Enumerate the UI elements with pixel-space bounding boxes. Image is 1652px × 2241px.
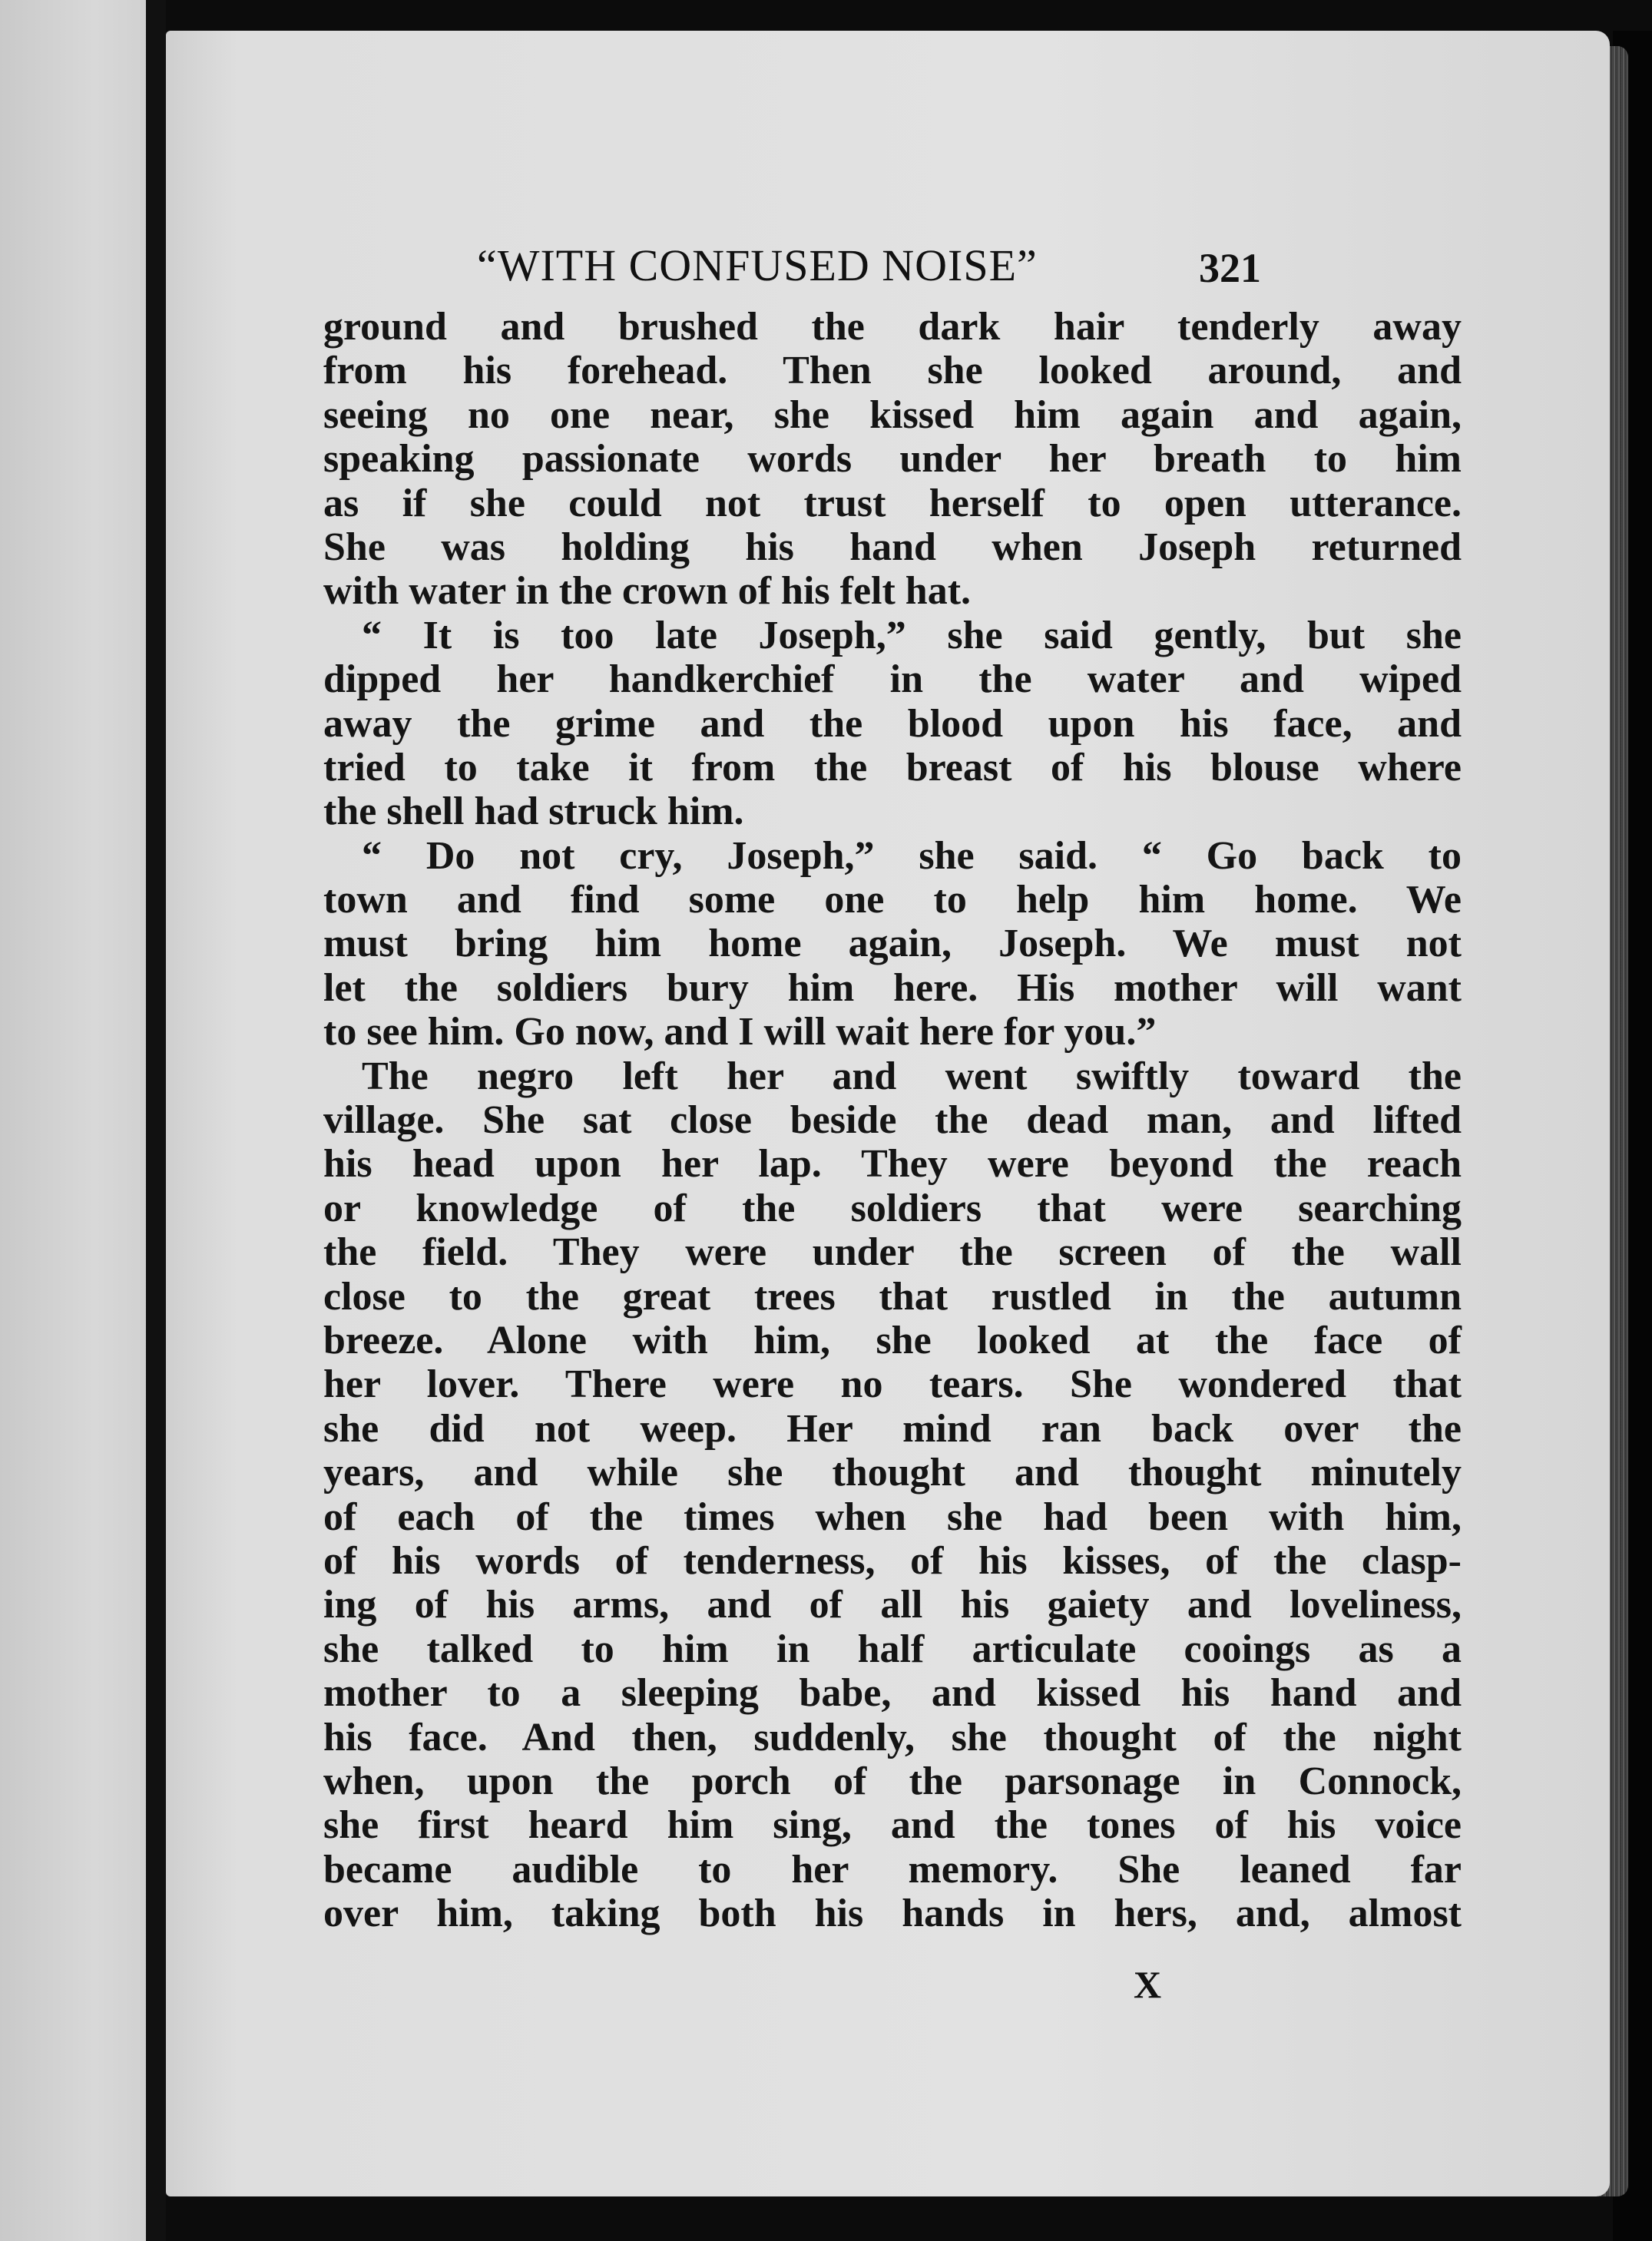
- text-line: to see him. Go now, and I will wait here for you.”: [323, 1010, 1157, 1054]
- text-line: She was holding his hand when Joseph returned: [323, 525, 1462, 569]
- text-line: The negro left her and went swiftly toward the: [362, 1054, 1462, 1098]
- text-line: when, upon the porch of the parsonage in Connock,: [323, 1759, 1462, 1803]
- text-line: mother to a sleeping babe, and kissed his hand and: [323, 1671, 1462, 1716]
- text-line: ground and brushed the dark hair tenderly away: [323, 305, 1462, 349]
- text-line: as if she could not trust herself to open utterance.: [323, 481, 1462, 525]
- facing-page-edge: [0, 0, 157, 2241]
- text-line: breeze. Alone with him, she looked at the face of: [323, 1318, 1462, 1362]
- text-line: his face. And then, suddenly, she thought of the night: [323, 1715, 1462, 1759]
- page-number: 321: [1199, 245, 1261, 291]
- text-line: let the soldiers bury him here. His mother will want: [323, 965, 1462, 1010]
- text-line: she did not weep. Her mind ran back over the: [323, 1406, 1462, 1451]
- text-line: away the grime and the blood upon his face, and: [323, 701, 1462, 746]
- text-line: from his forehead. Then she looked around, and: [323, 349, 1462, 393]
- text-line: she first heard him sing, and the tones of his voice: [323, 1803, 1462, 1848]
- text-line: of his words of tenderness, of his kisses, of the clasp-: [323, 1538, 1462, 1583]
- text-line: or knowledge of the soldiers that were searching: [323, 1186, 1462, 1230]
- text-line: the shell had struck him.: [323, 789, 744, 834]
- text-line: became audible to her memory. She leaned far: [323, 1847, 1462, 1892]
- text-line: speaking passionate words under her breath to him: [323, 437, 1462, 482]
- text-line: village. She sat close beside the dead man, and lifted: [323, 1098, 1462, 1143]
- text-line: over him, taking both his hands in hers, and, almost: [323, 1892, 1462, 1936]
- text-line: the field. They were under the screen of the wall: [323, 1230, 1462, 1275]
- running-head: “WITH CONFUSED NOISE”: [477, 240, 1038, 290]
- text-line: she talked to him in half articulate cooings as a: [323, 1627, 1462, 1671]
- text-line: ing of his arms, and of all his gaiety and loveliness,: [323, 1583, 1462, 1627]
- book-gutter: [146, 0, 166, 2241]
- body-text: [323, 305, 1462, 1935]
- signature-mark: X: [1134, 1963, 1162, 2006]
- text-line: dipped her handkerchief in the water and wiped: [323, 657, 1462, 702]
- text-line: years, and while she thought and thought minutely: [323, 1451, 1462, 1495]
- text-line: “ It is too late Joseph,” she said gently, but she: [362, 613, 1462, 657]
- page-header: [166, 240, 1610, 301]
- text-line: tried to take it from the breast of his blouse where: [323, 745, 1462, 789]
- text-line: her lover. There were no tears. She wondered that: [323, 1362, 1462, 1407]
- text-line: town and find some one to help him home. We: [323, 878, 1462, 922]
- text-line: with water in the crown of his felt hat.: [323, 569, 972, 614]
- book-page: [166, 31, 1610, 2196]
- text-line: close to the great trees that rustled in the autumn: [323, 1274, 1462, 1319]
- text-line: of each of the times when she had been with him,: [323, 1495, 1462, 1539]
- text-line: seeing no one near, she kissed him again and again,: [323, 392, 1462, 437]
- text-line: “ Do not cry, Joseph,” she said. “ Go back to: [362, 833, 1462, 878]
- text-line: his head upon her lap. They were beyond the reach: [323, 1142, 1462, 1187]
- text-line: must bring him home again, Joseph. We must not: [323, 922, 1462, 966]
